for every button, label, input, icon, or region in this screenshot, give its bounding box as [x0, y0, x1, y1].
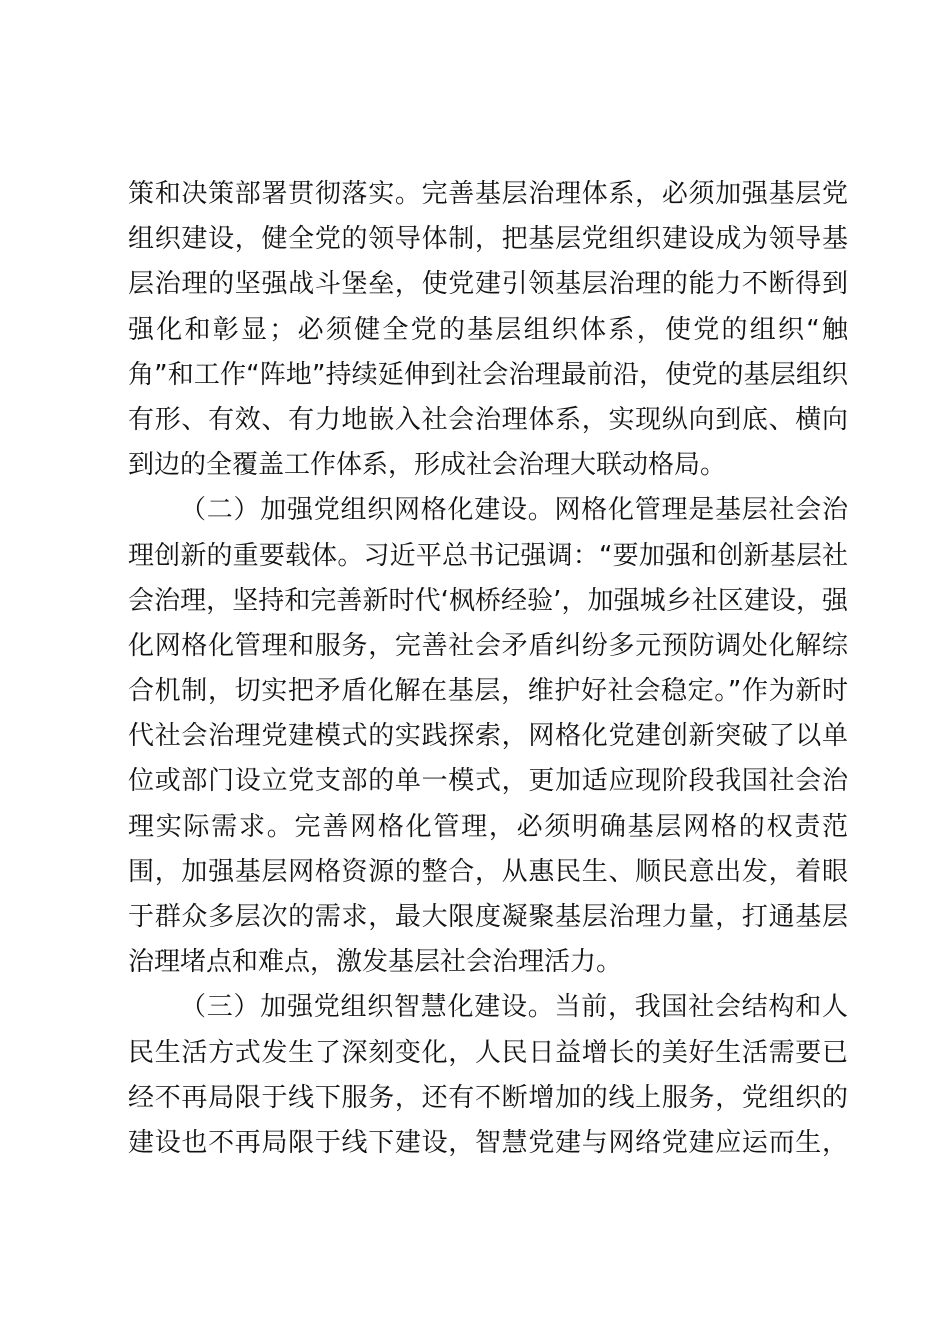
- text-line: 层治理的坚强战斗堡垒，使党建引领基层治理的能力不断得到: [128, 269, 848, 300]
- text-line: 角”和工作“阵地”持续延伸到社会治理最前沿，使党的基层组织: [128, 359, 848, 390]
- text-line: 组织建设，健全党的领导体制，把基层党组织建设成为领导基: [128, 224, 848, 255]
- text-line: 于群众多层次的需求，最大限度凝聚基层治理力量，打通基层: [128, 902, 848, 932]
- text-line: 理创新的重要载体。习近平总书记强调：“要加强和创新基层社: [128, 540, 848, 571]
- text-line: 治理堵点和难点，激发基层社会治理活力。: [128, 947, 623, 978]
- body-text: [128, 172, 848, 1166]
- text-line: 围，加强基层网格资源的整合，从惠民生、顺民意出发，着眼: [128, 856, 848, 887]
- text-line: 合机制，切实把矛盾化解在基层，维护好社会稳定。”作为新时: [128, 676, 848, 707]
- text-line: 化网格化管理和服务，完善社会矛盾纠纷多元预防调处化解综: [128, 630, 848, 661]
- text-line: 民生活方式发生了深刻变化，人民日益增长的美好生活需要已: [128, 1037, 848, 1068]
- text-line: 到边的全覆盖工作体系，形成社会治理大联动格局。: [128, 450, 727, 481]
- text-line: 理实际需求。完善网格化管理，必须明确基层网格的权责范: [128, 811, 848, 842]
- text-line: 强化和彰显；必须健全党的基层组织体系，使党的组织“触: [128, 314, 848, 345]
- text-line: 代社会治理党建模式的实践探索，网格化党建创新突破了以单: [128, 721, 848, 752]
- text-line: 位或部门设立党支部的单一模式，更加适应现阶段我国社会治: [128, 766, 848, 797]
- text-line: 策和决策部署贯彻落实。完善基层治理体系，必须加强基层党: [128, 179, 848, 209]
- paragraph-start-line: （三）加强党组织智慧化建设。当前，我国社会结构和人: [180, 992, 848, 1023]
- text-line: 有形、有效、有力地嵌入社会治理体系，实现纵向到底、横向: [128, 404, 848, 435]
- text-line: 经不再局限于线下服务，还有不断增加的线上服务，党组织的: [128, 1082, 848, 1113]
- text-line: 会治理，坚持和完善新时代‘枫桥经验’，加强城乡社区建设，强: [128, 585, 848, 616]
- paragraph-start-line: （二）加强党组织网格化建设。网格化管理是基层社会治: [180, 495, 848, 526]
- text-line: 建设也不再局限于线下建设，智慧党建与网络党建应运而生，: [128, 1127, 848, 1158]
